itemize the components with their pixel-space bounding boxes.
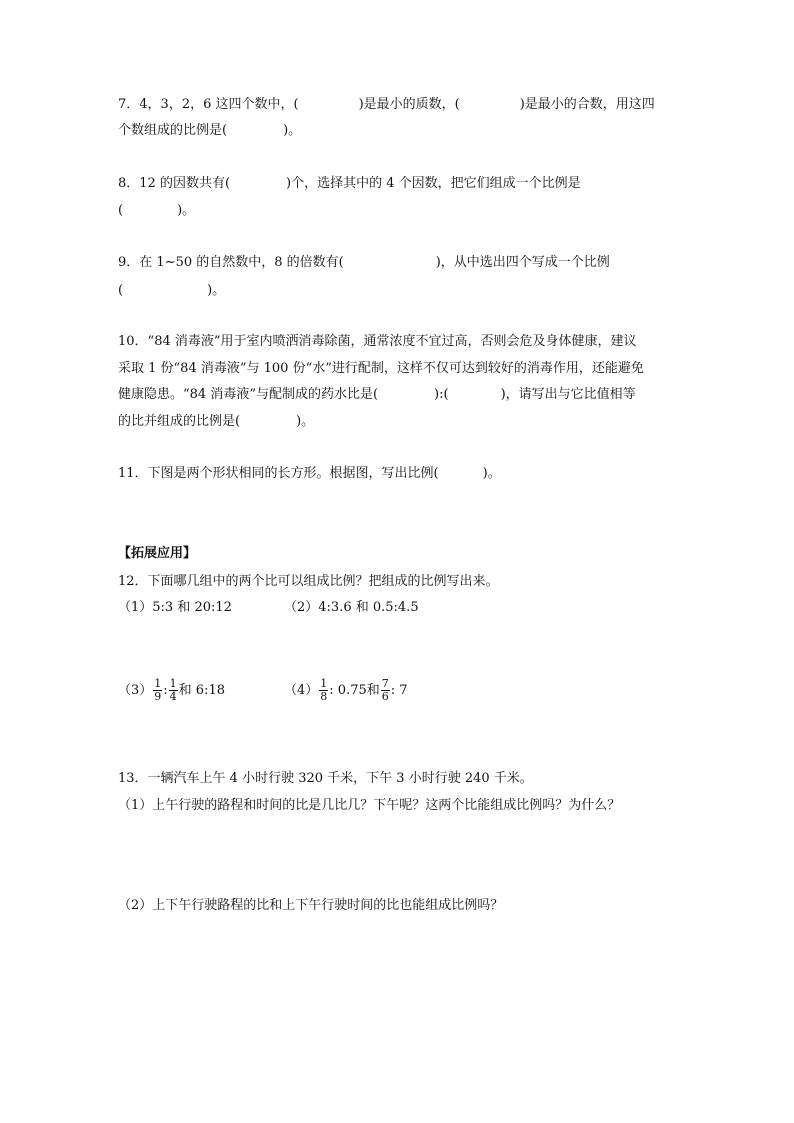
- q12-item4-suffix: : 7: [390, 683, 408, 698]
- question-7-line-1: [118, 96, 655, 114]
- q13-sub-question-1: （1）上午行驶的路程和时间的比是几比几？下午呢？这两个比能组成比例吗？为什么？: [118, 798, 621, 813]
- question-13-stem: 13．一辆汽车上午 4 小时行驶 320 千米，下午 3 小时行驶 240 千米。: [118, 771, 533, 786]
- q10-text-a: 健康隐患。“84 消毒液”与配制成的药水比是(: [118, 387, 379, 402]
- q12-item4-fraction-1: [319, 678, 328, 703]
- q12-item-1: （1）5:3 和 20:12: [118, 600, 232, 615]
- q10-text-b: ):(: [434, 387, 449, 402]
- question-8-line-2: [118, 202, 195, 220]
- question-10-line-1: 10．“84 消毒液”用于室内喷洒消毒除菌，通常浓度不宜过高，否则会危及身体健康，建议: [118, 334, 637, 349]
- q12-item-3: [118, 678, 225, 703]
- q10-text-c: )，请写出与它比值相等: [500, 387, 636, 402]
- q7-text-c: )是最小的合数，用这四: [519, 97, 655, 112]
- question-9-line-2: [118, 282, 225, 300]
- fraction-denominator: 6: [381, 690, 389, 703]
- question-9-line-1: [118, 254, 610, 272]
- q9-text-c: (: [118, 283, 124, 298]
- q7-text-d: 个数组成的比例是(: [118, 123, 228, 138]
- fraction-numerator: 7: [381, 677, 389, 690]
- q12-item-4: [284, 678, 408, 703]
- q12-item4-prefix: （4）: [284, 683, 319, 698]
- q12-item-2: （2）4:3.6 和 0.5:4.5: [284, 600, 419, 615]
- section-title-extended-application: 【拓展应用】: [118, 546, 197, 561]
- fraction-denominator: 9: [154, 690, 162, 703]
- q11-text-b: )。: [482, 466, 501, 481]
- q12-item3-suffix: 和 6:18: [178, 683, 225, 698]
- fraction-numerator: 1: [320, 677, 328, 690]
- question-10-line-2: 采取 1 份“84 消毒液”与 100 份“水”进行配制，这样不仅可达到较好的消毒作用，还能避免: [118, 361, 644, 376]
- fraction-numerator: 1: [154, 677, 162, 690]
- q12-item3-colon: :: [163, 683, 168, 698]
- fraction-denominator: 8: [320, 690, 328, 703]
- q12-item3-prefix: （3）: [118, 683, 153, 698]
- question-12-stem: 12．下面哪几组中的两个比可以组成比例？把组成的比例写出来。: [118, 574, 499, 589]
- q9-text-d: )。: [207, 283, 226, 298]
- question-10-line-3: [118, 386, 636, 404]
- question-8-line-1: [118, 175, 581, 193]
- q7-text-b: )是最小的质数，(: [358, 97, 460, 112]
- fraction-denominator: 4: [169, 690, 177, 703]
- q8-text-d: )。: [177, 203, 196, 218]
- q9-text-b: )，从中选出四个写成一个比例: [435, 255, 610, 270]
- q12-item3-fraction-2: [169, 678, 178, 703]
- question-10-line-4: [118, 413, 314, 431]
- q12-item4-fraction-2: [381, 678, 390, 703]
- q9-text-a: 9．在 1~50 的自然数中，8 的倍数有(: [118, 255, 344, 270]
- q12-item3-fraction-1: [153, 678, 162, 703]
- question-7-line-2: [118, 122, 301, 140]
- q10-text-d: 的比并组成的比例是(: [118, 414, 241, 429]
- q13-sub-question-2: （2）上下午行驶路程的比和上下午行驶时间的比也能组成比例吗？: [118, 898, 504, 913]
- q10-text-e: )。: [296, 414, 315, 429]
- q7-text-e: )。: [283, 123, 302, 138]
- q8-text-a: 8．12 的因数共有(: [118, 176, 231, 191]
- q8-text-c: (: [118, 203, 124, 218]
- q11-text-a: 11．下图是两个形状相同的长方形。根据图，写出比例(: [118, 466, 439, 481]
- q12-item4-mid: : 0.75和: [329, 683, 380, 698]
- q7-text-a: 7．4，3，2，6 这四个数中，(: [118, 97, 299, 112]
- fraction-numerator: 1: [169, 677, 177, 690]
- question-11-line-1: [118, 465, 501, 483]
- q8-text-b: )个，选择其中的 4 个因数，把它们组成一个比例是: [286, 176, 581, 191]
